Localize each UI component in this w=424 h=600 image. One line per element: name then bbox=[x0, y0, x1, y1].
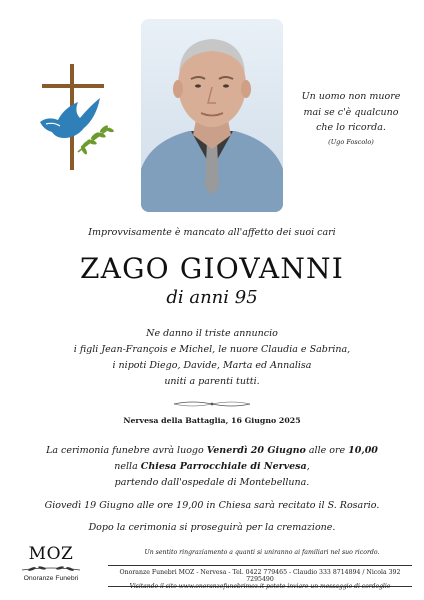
family-line: Ne danno il triste annuncio bbox=[146, 328, 278, 339]
ceremony-text: nella bbox=[114, 461, 141, 473]
ornament-divider bbox=[172, 399, 252, 409]
family-announcement bbox=[0, 326, 424, 391]
family-line: i figli Jean-François e Michel, le nuore Claudia e Sabrina, bbox=[73, 344, 351, 356]
ceremony-time: 10,00 bbox=[348, 445, 378, 456]
memorial-quote bbox=[293, 89, 409, 148]
deceased-age: di anni 95 bbox=[166, 287, 258, 308]
logo-subtitle: Onoranze Funebri bbox=[23, 575, 79, 582]
family-line: uniti a parenti tutti. bbox=[164, 376, 260, 388]
thanks-note: Un sentito ringraziamento a quanti si uniranno ai familiari nel suo ricordo. bbox=[144, 549, 380, 556]
ceremony-text: , bbox=[306, 461, 310, 473]
contact-info: Onoranze Funebri MOZ - Nervesa - Tel. 0422 779465 - Claudio 333 8714894 / Nicola 392 7295490 bbox=[108, 565, 412, 587]
ceremony-line-3: partendo dall'ospedale di Montebelluna. bbox=[114, 477, 310, 489]
quote-line: che lo ricorda. bbox=[316, 122, 386, 134]
quote-author: (Ugo Foscolo) bbox=[328, 138, 374, 147]
ceremony-date: Venerdì 20 Giugno bbox=[206, 445, 306, 456]
ceremony-church: Chiesa Parrocchiale di Nervesa bbox=[140, 461, 307, 473]
portrait-photo bbox=[141, 19, 283, 212]
ceremony-text: alle ore bbox=[305, 445, 349, 456]
place-date: Nervesa della Battaglia, 16 Giugno 2025 bbox=[123, 416, 301, 425]
leaf-ornament-icon bbox=[18, 564, 84, 574]
cross-dove-icon bbox=[34, 62, 124, 172]
deceased-name: ZAGO GIOVANNI bbox=[80, 252, 344, 285]
website-note: Visitando il sito www.onoranzefunebrimoz.it potete inviare un messaggio di cordoglio bbox=[129, 583, 391, 590]
ceremony-details bbox=[0, 443, 424, 491]
ceremony-text: La cerimonia funebre avrà luogo bbox=[46, 445, 207, 456]
cremation-notice: Dopo la cerimonia si proseguirà per la cremazione. bbox=[88, 522, 336, 533]
ceremony-line-2 bbox=[0, 459, 424, 475]
logo-text: MOZ bbox=[28, 544, 74, 564]
rosary-notice: Giovedì 19 Giugno alle ore 19,00 in Chiesa sarà recitato il S. Rosario. bbox=[44, 500, 380, 511]
funeral-home-logo bbox=[14, 544, 88, 582]
announcement-text: Improvvisamente è mancato all'affetto dei suoi cari bbox=[88, 227, 336, 238]
quote-line: mai se c'è qualcuno bbox=[303, 106, 399, 118]
family-line: i nipoti Diego, Davide, Marta ed Annalisa bbox=[112, 360, 312, 372]
quote-line: Un uomo non muore bbox=[301, 91, 401, 102]
ceremony-line-1 bbox=[0, 443, 424, 459]
